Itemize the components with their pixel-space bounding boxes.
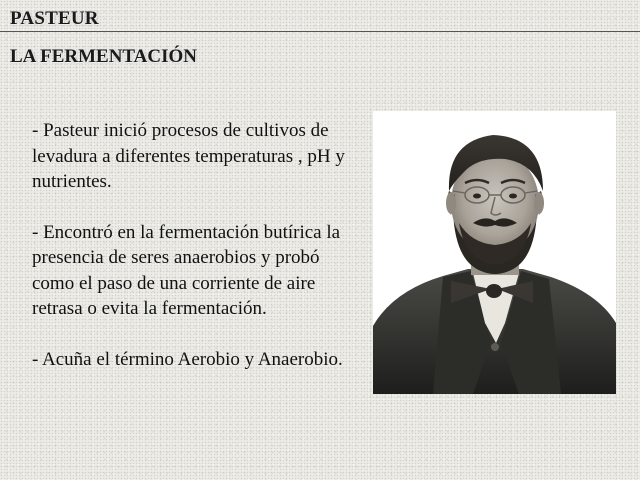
portrait-illustration: [373, 111, 616, 394]
paragraph-cultures: - Pasteur inició procesos de cultivos de levadura a diferentes temperaturas , pH y nutrientes.: [32, 120, 345, 192]
paragraph-butyric-fermentation: - Encontró en la fermentación butírica la presencia de seres anaerobios y probó como el paso de una corriente de aire retrasa o evita la fermentación.: [32, 221, 341, 319]
slide-body: [32, 118, 362, 397]
paragraph-aerobic-anaerobic: - Acuña el término Aerobio y Anaerobio.: [32, 348, 343, 370]
slide-title: LA FERMENTACIÓN: [10, 46, 198, 67]
header-title: PASTEUR: [10, 8, 99, 29]
header-divider: [0, 31, 640, 32]
pasteur-portrait: [373, 111, 616, 394]
